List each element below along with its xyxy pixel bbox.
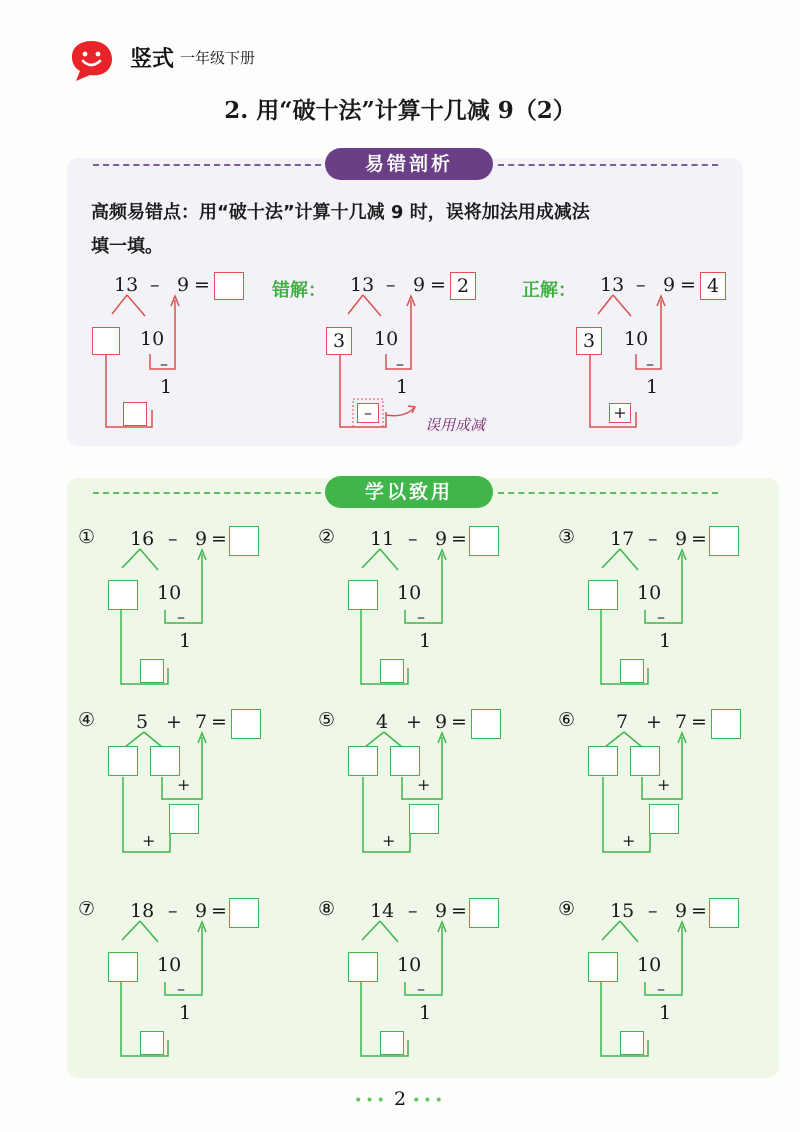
operator: + [166,711,182,733]
grade-label: 一年级下册 [180,49,256,67]
error-note: 误用成减 [425,416,486,434]
one-value: 1 [659,630,672,652]
ten-value: 10 [397,954,422,976]
plus-sign: + [177,775,191,794]
minus-sign: – [417,979,425,998]
page-dots-decoration: ••• [354,1093,388,1109]
problem-number: ② [318,526,336,548]
equals: = [211,900,227,922]
equals: = [451,528,467,550]
operator: – [648,528,658,550]
operator-box[interactable] [380,1031,404,1055]
equals: = [451,900,467,922]
minuend: 17 [610,528,635,550]
example-wrong [326,272,486,432]
minuend: 11 [370,528,395,550]
split-box[interactable] [348,952,378,982]
equals: = [211,711,227,733]
answer-box[interactable] [469,526,499,556]
error-description [91,196,731,264]
problem-number: ① [78,526,96,548]
second-addend: 9 [435,711,448,733]
equals: = [691,528,707,550]
lesson-title: 2. 用“破十法”计算十几减 9（2） [224,97,576,124]
ten-value: 10 [624,328,649,350]
minuend: 14 [370,900,395,922]
page-number-value: 2 [393,1088,407,1110]
minuend: 16 [130,528,155,550]
plus-sign: + [382,831,396,850]
operator-box[interactable]: + [609,403,631,423]
split-box-right[interactable] [150,746,180,776]
sum-box[interactable] [649,804,679,834]
smiley-logo-icon [68,39,116,83]
operator-box[interactable] [620,1031,644,1055]
answer-box[interactable]: 4 [700,272,726,300]
divider [498,492,718,494]
operator: – [408,900,418,922]
equals: = [430,274,446,296]
wrong-solution-label: 错解： [272,280,326,301]
operator-box[interactable] [123,402,147,426]
subtrahend: 9 [675,900,688,922]
subtrahend: 9 [195,528,208,550]
practice-problem [318,898,518,1068]
book-brand: 竖式 [130,47,175,72]
ten-value: 10 [374,328,399,350]
operator: – [150,274,160,296]
one-value: 1 [646,376,659,398]
minus-sign: – [160,354,168,373]
subtrahend: 9 [195,900,208,922]
operator: – [648,900,658,922]
operator: + [406,711,422,733]
minus-sign: – [177,607,185,626]
minus-sign: – [396,354,404,373]
equals: = [211,528,227,550]
sum-box[interactable] [169,804,199,834]
operator: – [408,528,418,550]
sum-box[interactable] [409,804,439,834]
answer-box[interactable]: 2 [450,272,476,300]
problem-number: ⑦ [78,898,96,920]
operator: + [646,711,662,733]
minus-sign: – [646,354,654,373]
split-box[interactable] [108,952,138,982]
practice-problem [78,709,278,879]
split-box-left[interactable] [108,746,138,776]
example-correct [576,272,736,432]
equals: = [691,900,707,922]
problem-number: ⑧ [318,898,336,920]
section-title-error-analysis: 易错剖析 [325,148,493,180]
minuend: 13 [350,274,375,296]
problem-number: ⑥ [558,709,576,731]
answer-box[interactable] [711,709,741,739]
one-value: 1 [659,1002,672,1024]
minuend: 15 [610,900,635,922]
operator-box[interactable] [140,659,164,683]
subtrahend: 9 [435,900,448,922]
operator: – [636,274,646,296]
one-value: 1 [419,1002,432,1024]
example-blank [90,272,250,432]
practice-problem [558,709,758,879]
equals: = [451,711,467,733]
answer-box[interactable] [709,526,739,556]
error-description-line: 高频易错点：用“破十法”计算十几减 9 时，误将加法用成减法 [91,202,590,223]
ten-value: 10 [637,954,662,976]
operator-box[interactable] [140,1031,164,1055]
section-title-practice: 学以致用 [325,476,493,508]
subtrahend: 9 [435,528,448,550]
practice-problem [558,898,758,1068]
answer-box[interactable] [229,898,259,928]
split-box[interactable] [588,580,618,610]
answer-box[interactable] [471,709,501,739]
split-box-right[interactable] [390,746,420,776]
equals: = [680,274,696,296]
split-box-right[interactable] [630,746,660,776]
plus-sign: + [417,775,431,794]
operator: – [386,274,396,296]
answer-box[interactable] [214,272,244,300]
page-number [0,1088,800,1110]
page-header [60,36,460,86]
divider [93,164,321,166]
problem-number: ⑤ [318,709,336,731]
answer-box[interactable] [709,898,739,928]
equals: = [194,274,210,296]
answer-box[interactable] [229,526,259,556]
plus-sign: + [657,775,671,794]
one-value: 1 [179,630,192,652]
answer-box[interactable] [469,898,499,928]
correct-solution-label: 正解： [522,280,576,301]
ten-value: 10 [397,582,422,604]
split-box[interactable] [92,327,120,355]
problem-number: ④ [78,709,96,731]
split-box[interactable] [588,952,618,982]
ten-value: 10 [637,582,662,604]
minus-sign: – [657,979,665,998]
divider [498,164,718,166]
first-addend: 4 [376,711,389,733]
equals: = [691,711,707,733]
operator-box[interactable] [620,659,644,683]
page-dots-decoration: ••• [412,1093,446,1109]
one-value: 1 [396,376,409,398]
minus-sign: – [177,979,185,998]
subtrahend: 9 [413,274,426,296]
plus-sign: + [622,831,636,850]
minus-sign: – [657,607,665,626]
split-box[interactable]: 3 [576,327,602,355]
first-addend: 5 [136,711,149,733]
one-value: 1 [179,1002,192,1024]
problem-number: ⑨ [558,898,576,920]
second-addend: 7 [675,711,688,733]
split-box[interactable] [348,580,378,610]
answer-box[interactable] [231,709,261,739]
practice-problem [558,526,758,696]
practice-problem [78,898,278,1068]
practice-problem [318,709,518,879]
practice-problem [78,526,278,696]
operator-box[interactable]: – [357,403,379,423]
ten-value: 10 [140,328,165,350]
split-box-left[interactable] [348,746,378,776]
second-addend: 7 [195,711,208,733]
subtrahend: 9 [663,274,676,296]
split-box[interactable]: 3 [326,327,352,355]
plus-sign: + [142,831,156,850]
divider [93,492,321,494]
ten-value: 10 [157,954,182,976]
practice-problem [318,526,518,696]
operator-box[interactable] [380,659,404,683]
ten-value: 10 [157,582,182,604]
operator: – [168,528,178,550]
minuend: 18 [130,900,155,922]
subtrahend: 9 [675,528,688,550]
operator: – [168,900,178,922]
split-box[interactable] [108,580,138,610]
error-description-line: 填一填。 [91,236,163,257]
minuend: 13 [114,274,139,296]
subtrahend: 9 [177,274,190,296]
one-value: 1 [419,630,432,652]
problem-number: ③ [558,526,576,548]
split-box-left[interactable] [588,746,618,776]
minus-sign: – [417,607,425,626]
first-addend: 7 [616,711,629,733]
minuend: 13 [600,274,625,296]
one-value: 1 [160,376,173,398]
